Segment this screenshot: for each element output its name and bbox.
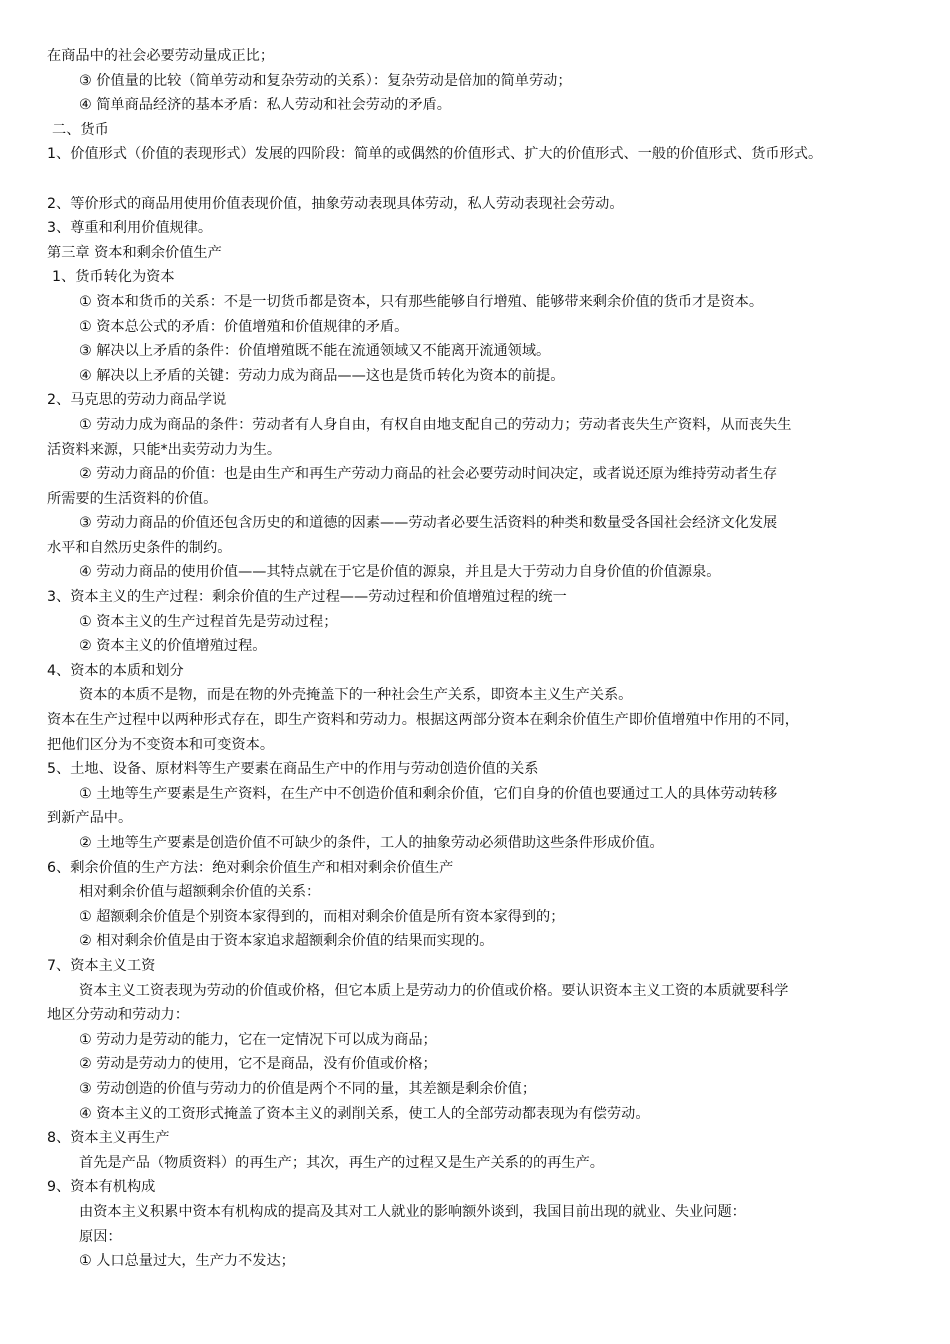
text-line: 把他们区分为不变资本和可变资本。 [47,736,275,753]
text-line: ① 超额剩余价值是个别资本家得到的，而相对剩余价值是所有资本家得到的； [79,908,565,925]
text-line: 地区分劳动和劳动力： [47,1007,189,1024]
text-line: ① 人口总量过大，生产力不发达； [79,1253,295,1270]
text-line: ② 相对剩余价值是由于资本家追求超额剩余价值的结果而实现的。 [79,933,494,950]
text-line: ① 资本主义的生产过程首先是劳动过程； [79,613,338,630]
text-line: 6、剩余价值的生产方法：绝对剩余价值生产和相对剩余价值生产 [47,859,454,876]
text-line: 相对剩余价值与超额剩余价值的关系： [79,884,321,901]
text-line: ③ 解决以上矛盾的条件：价值增殖既不能在流通领域又不能离开流通领域。 [79,343,551,360]
text-line: ④ 劳动力商品的使用价值——其特点就在于它是价值的源泉，并且是大于劳动力自身价值的价值源泉。 [79,564,721,581]
text-line: 1、价值形式（价值的表现形式）发展的四阶段：简单的或偶然的价值形式、扩大的价值形式、一般的价值形式、货币形式。 [47,146,823,163]
text-line: ① 劳动力是劳动的能力，它在一定情况下可以成为商品； [79,1031,437,1048]
text-line: 资本主义工资表现为劳动的价值或价格，但它本质上是劳动力的价值或价格。要认识资本主义工资的本质就要科学 [79,982,789,999]
text-line: ① 劳动力成为商品的条件：劳动者有人身自由，有权自由地支配自己的劳动力；劳动者丧失生产资料，从而丧失生 [79,416,792,433]
text-line: 在商品中的社会必要劳动量成正比； [47,48,275,64]
text-line: 1、货币转化为资本 [52,269,175,286]
text-line: 原因： [79,1228,122,1245]
document-body [47,44,910,1274]
text-line: 4、资本的本质和划分 [47,662,184,679]
text-line: 首先是产品（物质资料）的再生产；其次，再生产的过程又是生产关系的的再生产。 [79,1154,604,1171]
text-line: 2、马克思的劳动力商品学说 [47,392,227,409]
text-line: 由资本主义积累中资本有机构成的提高及其对工人就业的影响额外谈到，我国目前出现的就业、失业问题： [79,1203,746,1220]
text-line: ④ 简单商品经济的基本矛盾：私人劳动和社会劳动的矛盾。 [79,97,451,114]
text-line: ③ 劳动创造的价值与劳动力的价值是两个不同的量，其差额是剩余价值； [79,1080,537,1097]
text-line: 7、资本主义工资 [47,957,156,974]
text-line: 资本在生产过程中以两种形式存在，即生产资料和劳动力。根据这两部分资本在剩余价值生产即价值增殖中作用的不同， [47,712,799,729]
text-line: 所需要的生活资料的价值。 [47,490,218,507]
text-line: 3、尊重和利用价值规律。 [47,220,213,237]
text-line: ② 劳动力商品的价值：也是由生产和再生产劳动力商品的社会必要劳动时间决定，或者说还原为维持劳动者生存 [79,466,778,483]
text-line: 2、等价形式的商品用使用价值表现价值，抽象劳动表现具体劳动，私人劳动表现社会劳动。 [47,195,624,212]
text-line: 9、资本有机构成 [47,1179,156,1196]
text-line: 第三章 资本和剩余价值生产 [47,244,222,261]
text-line: 资本的本质不是物，而是在物的外壳掩盖下的一种社会生产关系，即资本主义生产关系。 [79,687,633,704]
blank-line [47,167,910,192]
text-line: 3、资本主义的生产过程：剩余价值的生产过程——劳动过程和价值增殖过程的统一 [47,589,567,606]
text-line: 到新产品中。 [47,810,133,827]
text-line: ② 土地等生产要素是创造价值不可缺少的条件，工人的抽象劳动必须借助这些条件形成价值。 [79,835,664,851]
text-line: ① 资本和货币的关系：不是一切货币都是资本，只有那些能够自行增殖、能够带来剩余价值的货币才是资本。 [79,293,764,310]
text-line: ① 土地等生产要素是生产资料，在生产中不创造价值和剩余价值，它们自身的价值也要通过工人的具体劳动转移 [79,785,778,802]
text-line: 活资料来源，只能*出卖劳动力为生。 [47,441,282,458]
text-line: 8、资本主义再生产 [47,1130,170,1147]
text-line: 二、货币 [52,121,109,138]
text-line: ④ 资本主义的工资形式掩盖了资本主义的剥削关系，使工人的全部劳动都表现为有偿劳动。 [79,1105,650,1122]
text-line: ② 资本主义的价值增殖过程。 [79,638,267,655]
text-line: ① 资本总公式的矛盾：价值增殖和价值规律的矛盾。 [79,318,409,335]
text-line: ② 劳动是劳动力的使用，它不是商品，没有价值或价格； [79,1056,437,1073]
text-line: ④ 解决以上矛盾的关键：劳动力成为商品——这也是货币转化为资本的前提。 [79,367,565,384]
text-line: ③ 劳动力商品的价值还包含历史的和道德的因素——劳动者必要生活资料的种类和数量受各国社会经济文化发展 [79,515,778,532]
text-line: ③ 价值量的比较（简单劳动和复杂劳动的关系）：复杂劳动是倍加的简单劳动； [79,72,572,89]
text-line: 5、土地、设备、原材料等生产要素在商品生产中的作用与劳动创造价值的关系 [47,761,539,778]
text-line: 水平和自然历史条件的制约。 [47,539,232,556]
